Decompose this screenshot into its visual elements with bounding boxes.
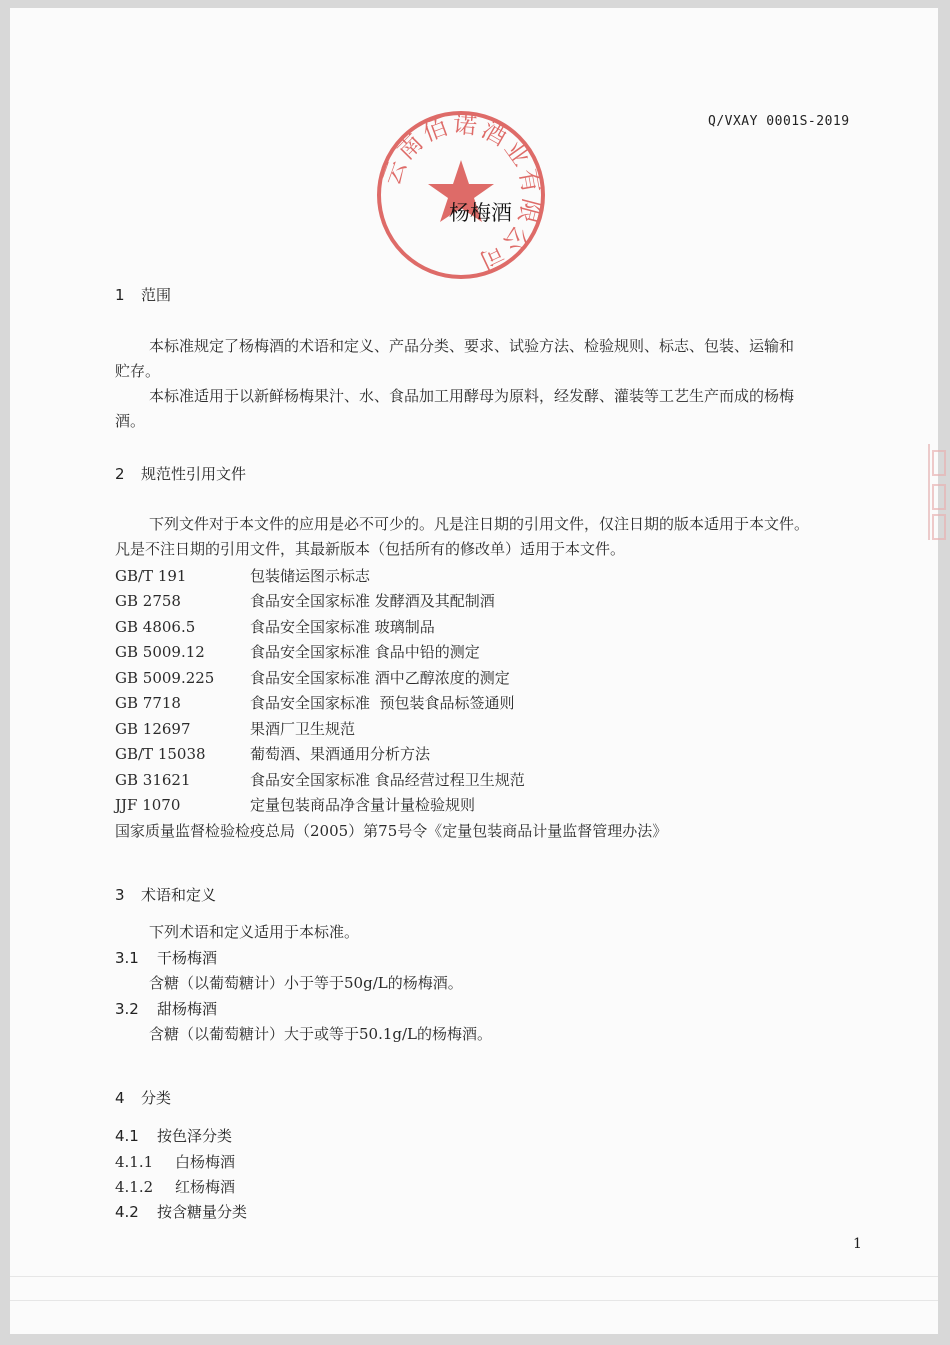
section-number: 1 xyxy=(115,286,125,304)
class-4-1-heading xyxy=(115,1125,232,1146)
reference-row xyxy=(115,590,495,611)
text-line: 贮存。 xyxy=(115,362,161,380)
class-title: 按含糖量分类 xyxy=(157,1203,248,1221)
reference-row xyxy=(115,565,370,586)
reference-row xyxy=(115,692,515,713)
reference-code: GB 2758 xyxy=(115,592,181,610)
reference-row xyxy=(115,743,430,764)
reference-name: 果酒厂卫生规范 xyxy=(250,720,356,738)
section-1-heading xyxy=(115,284,171,305)
page-number: 1 xyxy=(853,1236,862,1252)
text-line: 酒。 xyxy=(115,412,146,430)
section-number: 4 xyxy=(115,1089,125,1107)
term-3-1-heading xyxy=(115,947,217,968)
section-2-heading xyxy=(115,463,246,484)
section-number: 3 xyxy=(115,886,125,904)
text-line: 本标准规定了杨梅酒的术语和定义、产品分类、要求、试验方法、检验规则、标志、包装、运输和 xyxy=(149,337,795,355)
class-4-1-2 xyxy=(115,1176,235,1197)
reference-name: 食品安全国家标准 食品经营过程卫生规范 xyxy=(250,771,525,789)
class-title: 白杨梅酒 xyxy=(175,1153,236,1171)
scan-artifact-line xyxy=(10,1276,938,1277)
reference-code: GB 7718 xyxy=(115,694,181,712)
class-number: 4.1 xyxy=(115,1127,139,1145)
reference-code: GB 4806.5 xyxy=(115,618,196,636)
class-number: 4.2 xyxy=(115,1203,139,1221)
reference-name: 食品安全国家标准 玻璃制品 xyxy=(250,618,435,636)
standard-code: Q/VXAY 0001S-2019 xyxy=(708,114,850,129)
reference-code: GB 31621 xyxy=(115,771,191,789)
class-title: 按色泽分类 xyxy=(157,1127,233,1145)
reference-name: 食品安全国家标准 食品中铅的测定 xyxy=(250,643,480,661)
reference-row xyxy=(115,794,475,815)
text-line: 凡是不注日期的引用文件，其最新版本（包括所有的修改单）适用于本文件。 xyxy=(115,540,626,558)
reference-code: GB 12697 xyxy=(115,720,191,738)
class-number: 4.1.1 xyxy=(115,1153,154,1171)
term-3-2-heading xyxy=(115,998,217,1019)
class-4-1-1 xyxy=(115,1151,235,1172)
reference-code: GB/T 15038 xyxy=(115,745,206,763)
reference-name: 葡萄酒、果酒通用分析方法 xyxy=(250,745,431,763)
reference-name: 包装储运图示标志 xyxy=(250,567,371,585)
reference-row xyxy=(115,641,480,662)
section-title: 分类 xyxy=(141,1089,172,1107)
section-4-heading xyxy=(115,1087,171,1108)
reference-code: GB/T 191 xyxy=(115,567,187,585)
text-line: 本标准适用于以新鲜杨梅果汁、水、食品加工用酵母为原料，经发酵、灌装等工艺生产而成的杨梅 xyxy=(149,387,795,405)
term-number: 3.2 xyxy=(115,1000,139,1018)
reference-row xyxy=(115,616,435,637)
section-title: 范围 xyxy=(141,286,172,304)
seal-text: 云南佰诺酒业有限公司 xyxy=(377,110,547,277)
edge-stamp-mark xyxy=(928,444,944,540)
term-title: 干杨梅酒 xyxy=(157,949,218,967)
decree-reference: 国家质量监督检验检疫总局（2005）第75号令《定量包装商品计量监督管理办法》 xyxy=(115,822,668,840)
class-4-2-heading xyxy=(115,1201,247,1222)
section-title: 规范性引用文件 xyxy=(141,465,247,483)
reference-code: GB 5009.225 xyxy=(115,669,215,687)
reference-row xyxy=(115,769,525,790)
reference-row xyxy=(115,667,510,688)
section-3-intro: 下列术语和定义适用于本标准。 xyxy=(149,923,360,941)
reference-code: JJF 1070 xyxy=(115,796,181,814)
section-3-heading xyxy=(115,884,216,905)
text-line: 下列文件对于本文件的应用是必不可少的。凡是注日期的引用文件，仅注日期的版本适用于本文件。 xyxy=(149,515,810,533)
reference-row xyxy=(115,718,355,739)
reference-code: GB 5009.12 xyxy=(115,643,205,661)
company-seal xyxy=(374,108,548,282)
class-number: 4.1.2 xyxy=(115,1178,154,1196)
class-title: 红杨梅酒 xyxy=(175,1178,236,1196)
document-title: 杨梅酒 xyxy=(449,201,512,225)
scan-artifact-line xyxy=(10,1300,938,1301)
reference-name: 食品安全国家标准 预包装食品标签通则 xyxy=(250,694,515,712)
term-3-2-definition: 含糖（以葡萄糖计）大于或等于50.1g/L的杨梅酒。 xyxy=(149,1025,493,1043)
term-3-1-definition: 含糖（以葡萄糖计）小于等于50g/L的杨梅酒。 xyxy=(149,974,463,992)
term-number: 3.1 xyxy=(115,949,139,967)
reference-name: 食品安全国家标准 酒中乙醇浓度的测定 xyxy=(250,669,510,687)
reference-name: 定量包装商品净含量计量检验规则 xyxy=(250,796,476,814)
term-title: 甜杨梅酒 xyxy=(157,1000,218,1018)
section-title: 术语和定义 xyxy=(141,886,217,904)
section-1-paragraph-2 xyxy=(115,384,863,434)
section-number: 2 xyxy=(115,465,125,483)
reference-name: 食品安全国家标准 发酵酒及其配制酒 xyxy=(250,592,495,610)
section-2-intro xyxy=(115,512,863,562)
section-1-paragraph-1 xyxy=(115,334,863,384)
